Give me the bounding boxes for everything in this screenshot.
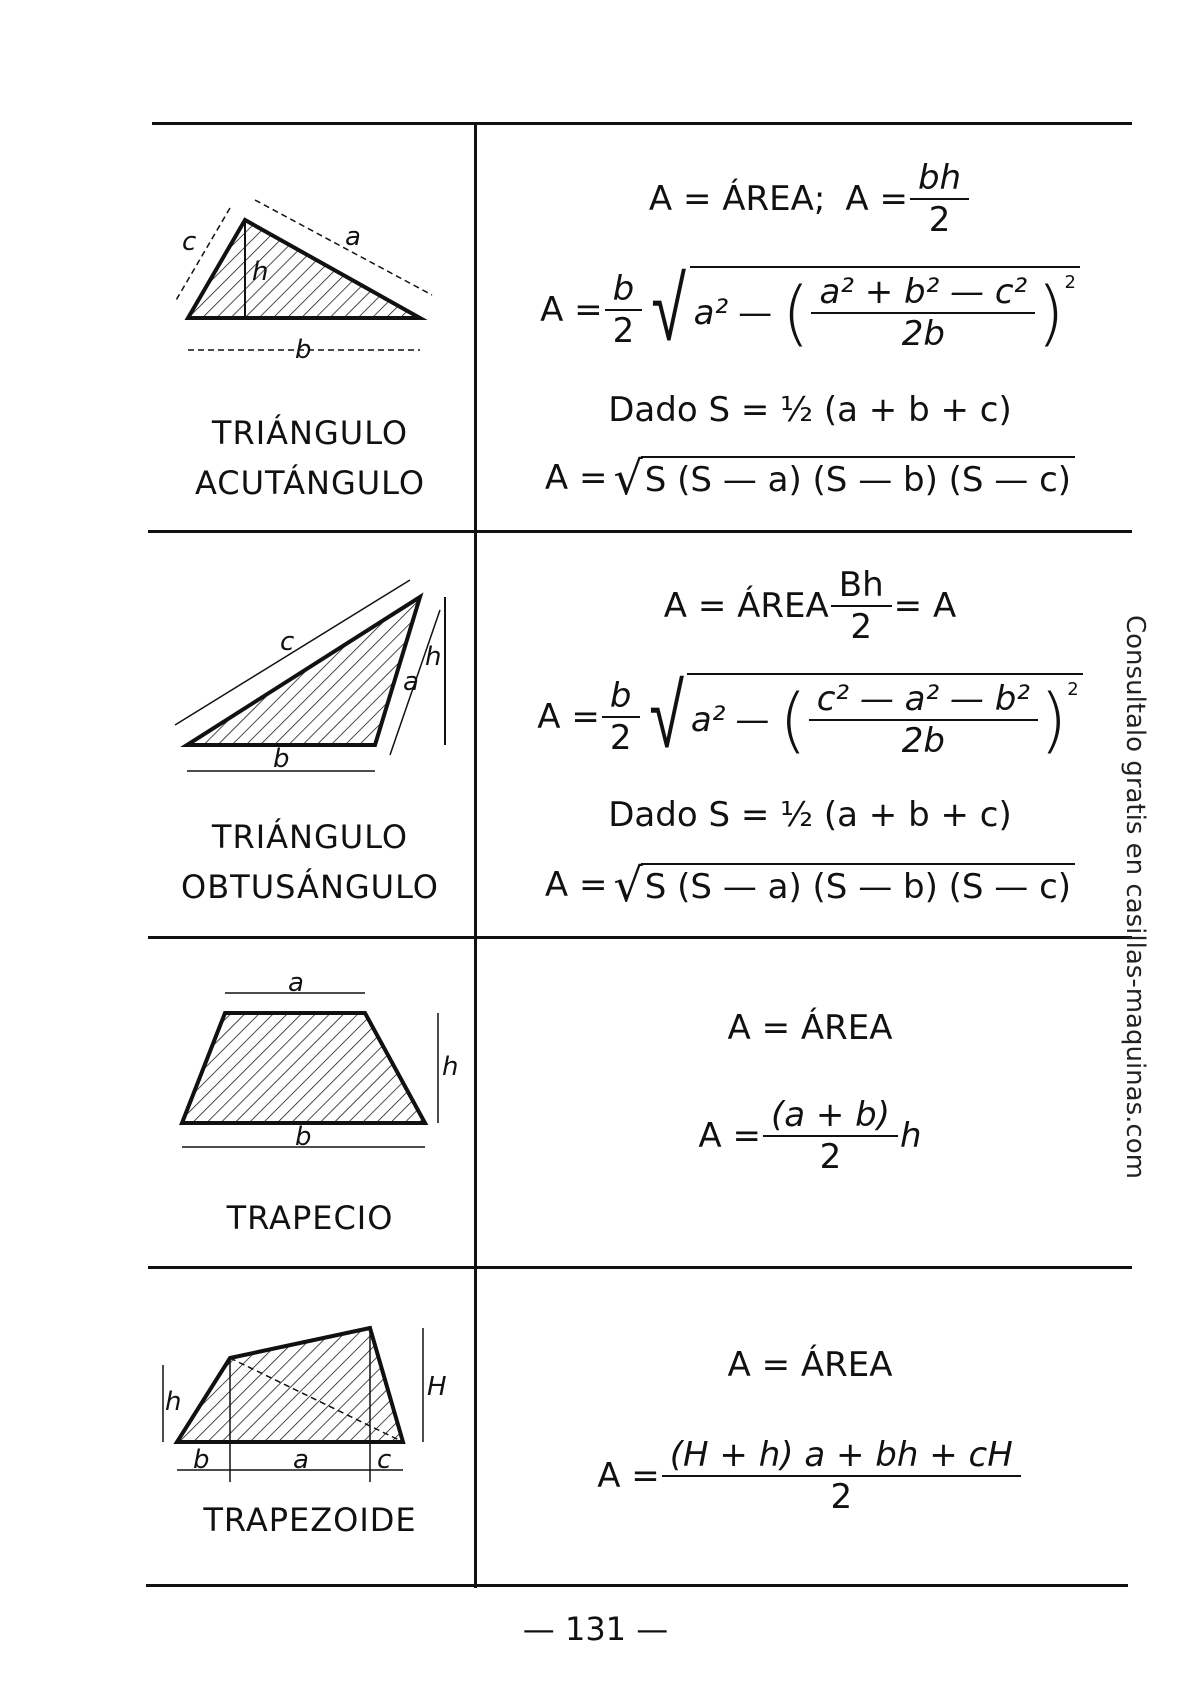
obtuse-f2-exp: 2 <box>1067 679 1079 700</box>
trapecio-f1-text: A = ÁREA <box>727 1008 893 1048</box>
trapecio-f2-num: (a + b) <box>770 1095 891 1135</box>
page-number: — 131 — <box>522 1610 669 1648</box>
paren-right: ) <box>1039 679 1068 761</box>
acute-f1-eq: A = <box>845 179 908 219</box>
obtuse-f2-term: a² <box>690 700 726 740</box>
paren-left: ( <box>779 679 807 761</box>
trapezoide-title <box>150 1495 470 1545</box>
trapezoide-formula-1 <box>510 1345 1110 1385</box>
label-c: c <box>377 1445 392 1475</box>
radical-sign: √ <box>648 664 684 769</box>
obtuse-f1-num: Bh <box>838 565 884 605</box>
radical-sign: √ <box>651 257 687 362</box>
trapezoide-f2-den: 2 <box>662 1475 1021 1517</box>
acute-f2-num: b <box>612 269 635 309</box>
label-b: b <box>295 1122 312 1152</box>
radical-sign: √ <box>613 858 643 912</box>
trapezoide-title-line1: TRAPEZOIDE <box>203 1501 417 1539</box>
radical-sign: √ <box>613 451 643 505</box>
divider-top <box>152 122 1132 125</box>
obtuse-f2-radicand <box>687 673 1083 761</box>
trapecio-formula-1 <box>510 1008 1110 1048</box>
acute-formula-4 <box>510 451 1110 505</box>
acute-f2-term: a² <box>693 293 729 333</box>
trapecio-title-line1: TRAPECIO <box>226 1199 394 1237</box>
obtuse-f2-sqrt <box>642 664 1083 769</box>
acute-triangle-shape <box>188 220 420 318</box>
trapecio-formula-2 <box>510 1095 1110 1177</box>
trapecio-f2-lhs: A = <box>698 1116 761 1156</box>
label-c: c <box>182 227 197 257</box>
acute-f2-den: 2 <box>605 309 643 351</box>
acute-f2-fraction <box>609 269 639 351</box>
obtuse-f4-radicand: S (S — a) (S — b) (S — c) <box>641 863 1075 907</box>
obtuse-triangle-shape <box>187 597 420 745</box>
obtuse-f2-lhs: A = <box>537 697 600 737</box>
obtuse-f1-den: 2 <box>831 605 892 647</box>
trapecio-f2-rhs: h <box>900 1116 922 1156</box>
acute-triangle-figure <box>160 190 460 380</box>
acute-triangle-title <box>150 408 470 508</box>
obtuse-f2-fraction <box>606 676 636 758</box>
obtuse-triangle-title <box>150 812 470 912</box>
acute-f2-radicand <box>690 266 1080 354</box>
trapezoide-figure <box>155 1310 455 1500</box>
acute-f1-fraction <box>914 158 965 240</box>
trapezoide-f1-text: A = ÁREA <box>727 1345 893 1385</box>
label-H: H <box>427 1372 447 1402</box>
obtuse-f2-minus: — <box>735 700 770 740</box>
trapezoide-f2-fraction <box>666 1435 1017 1517</box>
label-a: a <box>345 222 361 252</box>
obtuse-f4-lhs: A = <box>544 865 608 905</box>
obtuse-f1-right: = A <box>893 586 957 626</box>
obtuse-f1-left: A = ÁREA <box>663 586 829 626</box>
acute-formula-1 <box>510 158 1110 240</box>
acute-f1-num: bh <box>917 158 962 198</box>
acute-f1-left: A = ÁREA; <box>648 179 826 219</box>
trapezoide-f2-num: (H + h) a + bh + cH <box>669 1435 1013 1475</box>
obtuse-formula-2 <box>510 664 1110 769</box>
acute-f1-den: 2 <box>910 198 969 240</box>
acute-f2-inner-num: a² + b² — c² <box>819 272 1028 312</box>
acute-f2-minus: — <box>738 293 773 333</box>
acute-f3-text: Dado S = ½ (a + b + c) <box>608 390 1012 430</box>
trapezoide-formula-2 <box>510 1435 1110 1517</box>
obtuse-f1-fraction <box>835 565 888 647</box>
label-b: b <box>273 744 290 774</box>
acute-formula-3 <box>510 390 1110 430</box>
divider-1 <box>148 530 1132 533</box>
acute-f2-lhs: A = <box>540 290 603 330</box>
acute-f4-radicand: S (S — a) (S — b) (S — c) <box>641 456 1075 500</box>
acute-title-line1: TRIÁNGULO <box>211 414 409 452</box>
label-a: a <box>403 667 419 697</box>
obtuse-title-line1: TRIÁNGULO <box>211 818 409 856</box>
obtuse-f2-num: b <box>609 676 632 716</box>
obtuse-formula-3 <box>510 795 1110 835</box>
obtuse-formula-4 <box>510 858 1110 912</box>
label-a: a <box>293 1445 309 1475</box>
label-b: b <box>295 335 312 365</box>
label-h: h <box>165 1387 182 1417</box>
acute-f2-exp: 2 <box>1064 272 1076 293</box>
obtuse-f2-den: 2 <box>602 716 640 758</box>
obtuse-title-line2: OBTUSÁNGULO <box>181 868 439 906</box>
divider-2 <box>148 936 1132 939</box>
obtuse-f3-text: Dado S = ½ (a + b + c) <box>608 795 1012 835</box>
trapecio-title <box>150 1193 470 1243</box>
paren-left: ( <box>782 272 810 354</box>
trapecio-figure <box>170 968 460 1155</box>
column-divider <box>474 122 477 1588</box>
label-h: h <box>425 642 442 672</box>
label-h: h <box>442 1052 459 1082</box>
label-c: c <box>280 627 295 657</box>
acute-f4-lhs: A = <box>544 458 608 498</box>
acute-f2-inner-fraction <box>815 272 1031 354</box>
obtuse-f2-inner-fraction <box>813 679 1034 761</box>
divider-bottom <box>146 1584 1128 1587</box>
divider-3 <box>148 1266 1132 1269</box>
label-b: b <box>193 1445 210 1475</box>
acute-f2-sqrt <box>644 257 1080 362</box>
label-a: a <box>288 968 304 998</box>
trapecio-f2-den: 2 <box>763 1135 898 1177</box>
obtuse-triangle-figure <box>165 585 465 785</box>
label-h: h <box>252 257 269 287</box>
acute-title-line2: ACUTÁNGULO <box>194 464 426 502</box>
trapecio-shape <box>182 1013 425 1123</box>
trapezoide-f2-lhs: A = <box>597 1456 660 1496</box>
obtuse-formula-1 <box>510 565 1110 647</box>
paren-right: ) <box>1037 272 1065 354</box>
watermark-text: Consultalo gratis en casillas-maquinas.com <box>1120 615 1150 1179</box>
trapecio-f2-fraction <box>767 1095 894 1177</box>
acute-formula-2 <box>510 257 1110 362</box>
obtuse-f2-inner-num: c² — a² — b² <box>816 679 1030 719</box>
obtuse-f2-inner-den: 2b <box>809 719 1038 761</box>
acute-f2-inner-den: 2b <box>811 312 1035 354</box>
